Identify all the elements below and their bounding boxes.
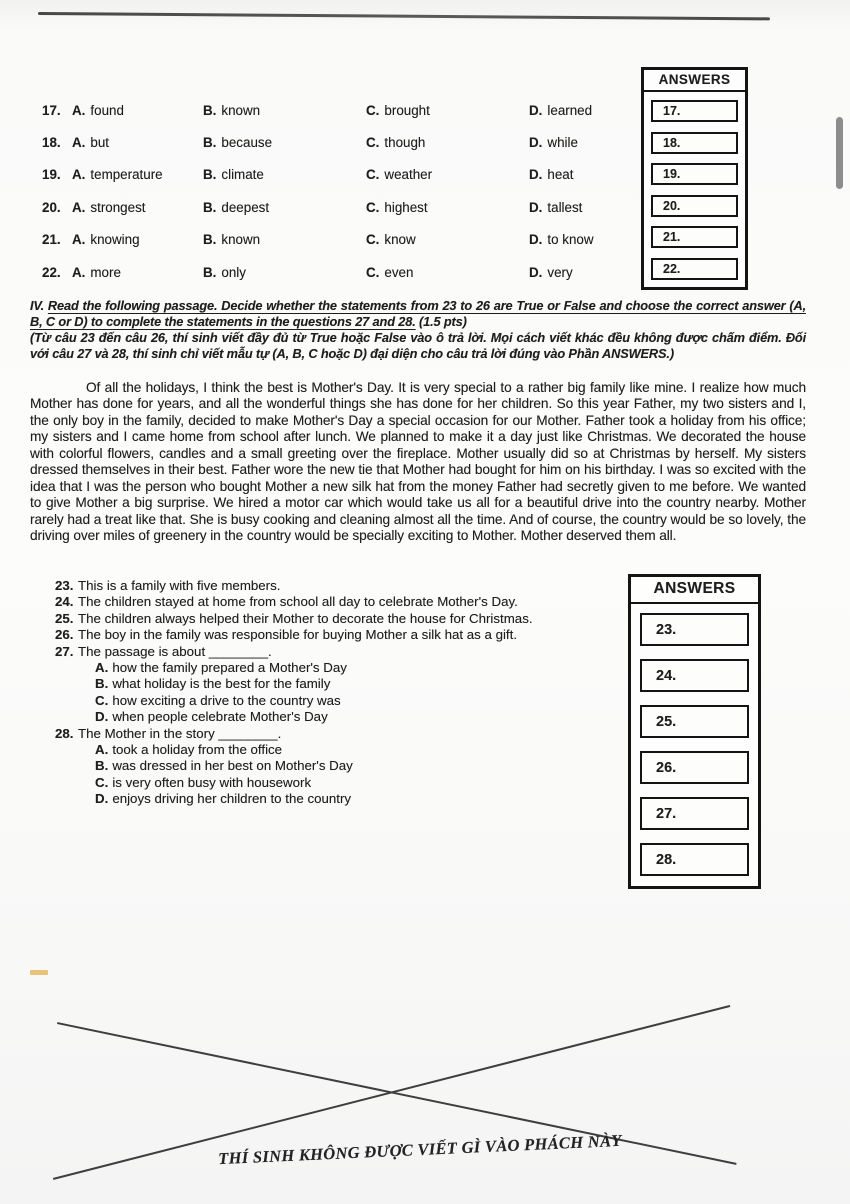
option-text: what holiday is the best for the family: [112, 676, 331, 692]
option-text: found: [90, 102, 124, 118]
question-27-option-c: [95, 693, 630, 709]
question-number: 17.: [42, 102, 61, 118]
option-letter: B.: [95, 758, 109, 774]
option-d: [529, 94, 642, 126]
option-text: very: [547, 264, 573, 280]
answer-slot-number: 17.: [663, 104, 681, 118]
option-text: learned: [547, 102, 593, 118]
answers-box-title: ANSWERS: [631, 577, 758, 604]
question-number: 24.: [55, 594, 74, 610]
question-number: 19.: [42, 167, 61, 183]
option-letter: C.: [95, 692, 109, 708]
option-text: while: [547, 135, 578, 151]
answer-slot-20: [651, 195, 738, 217]
option-text: only: [221, 264, 246, 280]
highlighter-mark: [30, 970, 48, 975]
section-iv-heading-underlined: Read the following passage. Decide whether the statements from 23 to 26 are True or False and choose the correct answer (A, B, C or D) to complete the statements in the questions 27 and 28.: [30, 298, 806, 329]
answer-slot-list: [644, 92, 745, 288]
option-text: when people celebrate Mother's Day: [112, 709, 328, 725]
question-number: 22.: [42, 264, 61, 280]
answer-slot-number: 22.: [663, 261, 681, 276]
answers-box-23-28: [628, 574, 761, 889]
questions-23-28: [55, 578, 630, 808]
section-iv-instructions: [30, 298, 806, 362]
option-letter: B.: [203, 135, 217, 151]
option-text: temperature: [90, 167, 163, 183]
option-letter: B.: [95, 676, 109, 692]
answer-slot-number: 18.: [663, 135, 681, 150]
statement-25: [55, 611, 630, 627]
statement-text: This is a family with five members.: [78, 578, 281, 593]
statement-text: The boy in the family was responsible for buying Mother a silk hat as a gift.: [78, 627, 518, 643]
scan-artifact-top-edge: [38, 12, 770, 20]
statement-text: The children stayed at home from school all day to celebrate Mother's Day.: [78, 594, 518, 610]
question-number: 25.: [55, 610, 74, 626]
statement-text: The children always helped their Mother to decorate the house for Christmas.: [78, 610, 533, 626]
option-letter: B.: [203, 232, 217, 248]
option-letter: B.: [203, 199, 217, 215]
option-letter: A.: [72, 264, 86, 280]
option-text: deepest: [221, 199, 270, 215]
question-27-option-a: [95, 660, 630, 676]
option-d: [529, 224, 642, 256]
answer-slot-number: 25.: [656, 713, 677, 730]
option-letter: C.: [366, 264, 380, 280]
no-writing-notice: THÍ SINH KHÔNG ĐƯỢC VIẾT GÌ VÀO PHÁCH NÀY: [217, 1130, 623, 1169]
answers-box-17-22: [641, 67, 748, 290]
option-text: strongest: [90, 199, 146, 215]
question-28-option-a: [95, 742, 630, 758]
option-c: [366, 126, 529, 158]
question-27: [55, 644, 630, 660]
option-text: weather: [384, 167, 433, 183]
answer-slot-18: [651, 132, 738, 154]
question-number: 28.: [55, 725, 74, 741]
option-letter: A.: [72, 102, 86, 118]
answers-box-title: ANSWERS: [644, 70, 745, 92]
option-d: [529, 256, 642, 288]
answer-slot-23: [640, 613, 749, 646]
option-letter: A.: [72, 199, 86, 215]
option-a: [72, 94, 203, 126]
option-letter: A.: [72, 167, 86, 183]
answer-slot-19: [651, 163, 738, 185]
option-b: [203, 126, 366, 158]
question-text: The passage is about ________.: [78, 643, 272, 659]
question-number: 18.: [42, 135, 61, 151]
option-text: brought: [384, 102, 430, 118]
option-b: [203, 94, 366, 126]
option-letter: D.: [529, 199, 543, 215]
option-letter: B.: [203, 264, 217, 280]
option-text: known: [221, 232, 261, 248]
answer-slot-number: 23.: [656, 621, 677, 638]
option-d: [529, 191, 642, 223]
option-text: highest: [384, 199, 428, 215]
answer-slot-17: [651, 100, 738, 122]
option-letter: D.: [529, 135, 543, 151]
option-text: how exciting a drive to the country was: [112, 692, 341, 708]
answer-slot-number: 19.: [663, 167, 681, 181]
option-c: [366, 224, 529, 256]
option-c: [366, 191, 529, 223]
option-d: [529, 159, 642, 191]
answer-slot-22: [651, 258, 738, 280]
option-text: took a holiday from the office: [112, 742, 283, 758]
option-text: heat: [547, 167, 574, 183]
option-text: to know: [547, 232, 594, 248]
option-text: enjoys driving her children to the country: [112, 791, 352, 807]
option-c: [366, 94, 529, 126]
question-27-option-b: [95, 676, 630, 692]
option-text: how the family prepared a Mother's Day: [112, 660, 347, 676]
scrollbar-thumb[interactable]: [836, 117, 843, 189]
answer-slot-number: 26.: [656, 759, 677, 776]
statement-26: [55, 627, 630, 643]
answer-slot-list: [631, 604, 758, 885]
option-letter: D.: [529, 167, 543, 183]
question-27-option-d: [95, 709, 630, 725]
option-letter: D.: [95, 709, 109, 725]
option-letter: C.: [366, 102, 380, 118]
option-b: [203, 191, 366, 223]
option-text: though: [384, 135, 426, 151]
option-b: [203, 159, 366, 191]
answer-slot-25: [640, 705, 749, 738]
answer-slot-number: 27.: [656, 805, 677, 822]
option-letter: C.: [366, 167, 380, 183]
question-number: 20.: [42, 199, 61, 215]
question-28-option-c: [95, 775, 630, 791]
option-a: [72, 191, 203, 223]
option-letter: A.: [72, 232, 86, 248]
statement-24: [55, 594, 630, 610]
question-28-option-d: [95, 791, 630, 807]
question-number: 23.: [55, 578, 74, 593]
question-number: 27.: [55, 643, 74, 659]
option-letter: D.: [529, 232, 543, 248]
option-text: but: [90, 135, 110, 151]
section-number: IV.: [30, 298, 48, 313]
option-text: is very often busy with housework: [112, 774, 312, 790]
section-iv-heading: [30, 298, 806, 330]
option-a: [72, 224, 203, 256]
question-number: 21.: [42, 232, 61, 248]
statement-23: [55, 578, 630, 594]
answer-slot-24: [640, 659, 749, 692]
question-text: The Mother in the story ________.: [78, 725, 282, 741]
answer-slot-27: [640, 797, 749, 830]
option-text: knowing: [90, 232, 140, 248]
question-number: 26.: [55, 627, 74, 643]
option-text: climate: [221, 167, 264, 183]
mcq-questions-17-22: [42, 94, 642, 288]
option-text: was dressed in her best on Mother's Day: [112, 758, 353, 774]
option-text: more: [90, 264, 121, 280]
option-text: even: [384, 264, 414, 280]
option-c: [366, 256, 529, 288]
option-letter: D.: [95, 791, 109, 807]
option-letter: A.: [95, 660, 109, 676]
section-iv-vietnamese-note: (Từ câu 23 đến câu 26, thí sinh viết đầy đủ từ True hoặc False vào ô trả lời. Mọi cách viết khác đều không được chấm điểm. Đối với câu 27 và 28, thí sinh chỉ viết mẫu tự (A, B, C hoặc D) đại diện cho câu trả lời đúng vào Phần ANSWERS.): [30, 329, 806, 361]
option-b: [203, 224, 366, 256]
option-letter: D.: [529, 264, 543, 280]
option-c: [366, 159, 529, 191]
option-b: [203, 256, 366, 288]
option-letter: C.: [366, 199, 380, 215]
option-letter: C.: [366, 135, 380, 151]
option-text: known: [221, 102, 261, 118]
answer-slot-number: 20.: [663, 198, 681, 213]
answer-slot-26: [640, 751, 749, 784]
option-letter: C.: [95, 774, 109, 790]
question-28-option-b: [95, 758, 630, 774]
option-letter: A.: [95, 742, 109, 758]
question-28: [55, 726, 630, 742]
option-a: [72, 256, 203, 288]
answer-slot-21: [651, 226, 738, 248]
option-letter: A.: [72, 135, 86, 151]
option-d: [529, 126, 642, 158]
reading-passage: Of all the holidays, I think the best is Mother's Day. It is very special to a rather big family like mine. I realize how much Mother has done for years, and all the wonderful things she has done for her children. So this year Father, my two sisters and I, the only boy in the family, decided to make Mother's Day a special occasion for our Mother. Father took a holiday from his office; my sisters and I came home from school after lunch. We planned to make it a day just like Christmas. We decorated the house with colorful flowers, candles and a small greeting over the fireplace. Mother usually did so at Christmas by herself. My sisters dressed themselves in their best. Father wore the new tie that Mother had bought for him on his birthday. I was so excited with the idea that I was the person who bought Mother a new silk hat from the money Father had secretly given to me before. We wanted to give Mother a big surprise. We hired a motor car which would take us all for a beautiful drive into the country nearby. Mother rarely had a treat like that. She is busy cooking and cleaning almost all the time. And of course, the country would be so lovely, the driving over miles of greenery in the country would be specially exciting to Mother. Mother deserved them all.: [30, 380, 806, 544]
answer-slot-number: 21.: [663, 230, 681, 244]
answer-slot-28: [640, 843, 749, 876]
option-letter: D.: [529, 102, 543, 118]
option-a: [72, 159, 203, 191]
option-text: know: [384, 232, 416, 248]
section-iv-points: (1.5 pts): [415, 313, 467, 329]
option-text: tallest: [547, 199, 583, 215]
option-a: [72, 126, 203, 158]
option-letter: B.: [203, 102, 217, 118]
option-letter: C.: [366, 232, 380, 248]
option-text: because: [221, 135, 273, 151]
answer-slot-number: 28.: [656, 851, 677, 868]
answer-slot-number: 24.: [656, 667, 677, 684]
option-letter: B.: [203, 167, 217, 183]
